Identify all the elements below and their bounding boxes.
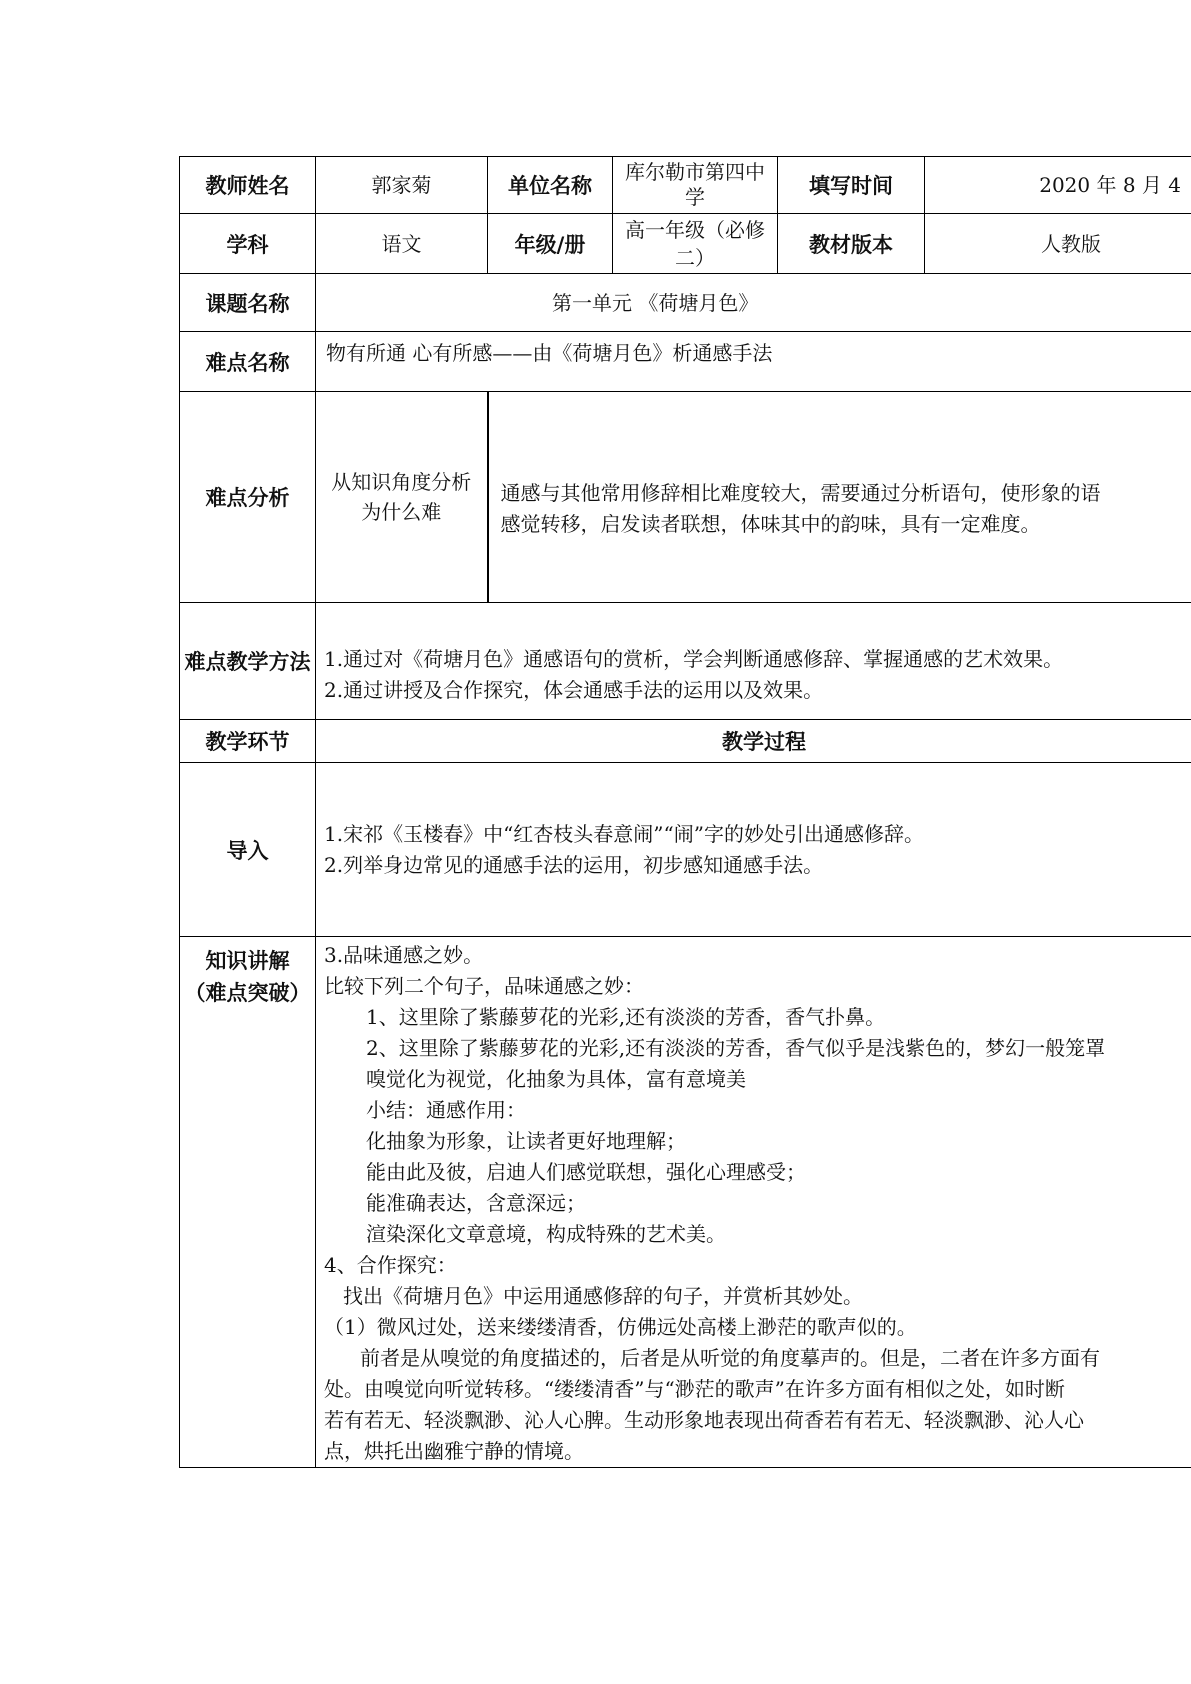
knowledge-line: 2、这里除了紫藤萝花的光彩,还有淡淡的芳香，香气似乎是浅紫色的，梦幻一般笼罩 xyxy=(366,1036,1106,1060)
analysis-sublabel xyxy=(316,392,488,603)
knowledge-line: 化抽象为形象，让读者更好地理解； xyxy=(366,1129,686,1153)
subject-label: 学科 xyxy=(180,214,316,274)
intro-label: 导入 xyxy=(180,763,316,937)
method-row xyxy=(180,603,1191,720)
unit-name-value xyxy=(613,157,778,214)
subject-value: 语文 xyxy=(316,214,488,274)
lesson-plan-table xyxy=(179,156,1191,1468)
knowledge-line: 能由此及彼，启迪人们感觉联想，强化心理感受； xyxy=(366,1160,806,1184)
knowledge-text xyxy=(316,937,1191,1468)
grade-line2: 二） xyxy=(675,245,715,270)
unit-name-line1: 库尔勒市第四中 xyxy=(625,160,765,184)
stage-header: 教学环节 xyxy=(180,720,316,763)
knowledge-label-line2: （难点突破） xyxy=(184,981,311,1005)
intro-text xyxy=(316,763,1191,937)
teacher-name-value: 郭家菊 xyxy=(316,157,488,214)
header-row-2 xyxy=(180,214,1191,274)
knowledge-line: 1、这里除了紫藤萝花的光彩,还有淡淡的芳香，香气扑鼻。 xyxy=(366,1005,886,1029)
knowledge-line: 3.品味通感之妙。 xyxy=(324,943,484,967)
process-header: 教学过程 xyxy=(316,720,1191,763)
knowledge-label xyxy=(180,937,316,1468)
difficulty-label: 难点名称 xyxy=(180,332,316,392)
intro-row xyxy=(180,763,1191,937)
topic-label: 课题名称 xyxy=(180,274,316,332)
header-row-1 xyxy=(180,157,1191,214)
difficulty-value: 物有所通 心有所感——由《荷塘月色》析通感手法 xyxy=(316,332,1191,392)
knowledge-label-line1: 知识讲解 xyxy=(205,949,290,973)
unit-name-label: 单位名称 xyxy=(488,157,613,214)
grade-label: 年级/册 xyxy=(488,214,613,274)
grade-line1: 高一年级（必修 xyxy=(625,217,765,242)
knowledge-line: 处。由嗅觉向听觉转移。“缕缕清香”与“渺茫的歌声”在许多方面有相似之处，如时断 xyxy=(324,1377,1065,1401)
fill-date-label: 填写时间 xyxy=(778,157,925,214)
knowledge-line: 能准确表达，含意深远； xyxy=(366,1191,586,1215)
knowledge-line: 渲染深化文章意境，构成特殊的艺术美。 xyxy=(366,1222,726,1246)
knowledge-line: 前者是从嗅觉的角度描述的，后者是从听觉的角度摹声的。但是，二者在许多方面有 xyxy=(360,1346,1100,1370)
edition-value: 人教版 xyxy=(925,214,1191,274)
difficulty-row xyxy=(180,332,1191,392)
method-line-2: 2.通过讲授及合作探究，体会通感手法的运用以及效果。 xyxy=(324,678,824,702)
knowledge-line: 4、合作探究： xyxy=(324,1253,457,1277)
teacher-name-label: 教师姓名 xyxy=(180,157,316,214)
knowledge-line: 若有若无、轻淡飘渺、沁人心脾。生动形象地表现出荷香若有若无、轻淡飘渺、沁人心 xyxy=(324,1408,1084,1432)
knowledge-line: 小结：通感作用： xyxy=(366,1098,526,1122)
intro-line-2: 2.列举身边常见的通感手法的运用，初步感知通感手法。 xyxy=(324,852,824,877)
analysis-line-1: 通感与其他常用修辞相比难度较大，需要通过分析语句，使形象的语 xyxy=(500,481,1101,505)
knowledge-row xyxy=(180,937,1191,1468)
unit-name-line2: 学 xyxy=(685,185,705,209)
analysis-row xyxy=(180,392,1191,603)
analysis-text xyxy=(488,392,1191,603)
knowledge-line: 点，烘托出幽雅宁静的情境。 xyxy=(324,1439,584,1463)
analysis-sublabel-line1: 从知识角度分析 xyxy=(331,470,472,494)
analysis-label: 难点分析 xyxy=(180,392,316,603)
method-label: 难点教学方法 xyxy=(180,603,316,720)
knowledge-line: 找出《荷塘月色》中运用通感修辞的句子，并赏析其妙处。 xyxy=(343,1284,863,1308)
intro-line-1: 1.宋祁《玉楼春》中“红杏枝头春意闹”“闹”字的妙处引出通感修辞。 xyxy=(324,821,924,846)
grade-value xyxy=(613,214,778,274)
process-header-row xyxy=(180,720,1191,763)
method-line-1: 1.通过对《荷塘月色》通感语句的赏析，学会判断通感修辞、掌握通感的艺术效果。 xyxy=(324,647,1064,671)
knowledge-line: （1）微风过处，送来缕缕清香，仿佛远处高楼上渺茫的歌声似的。 xyxy=(324,1315,917,1339)
knowledge-line: 比较下列二个句子，品味通感之妙： xyxy=(324,974,644,998)
edition-label: 教材版本 xyxy=(778,214,925,274)
method-text xyxy=(316,603,1191,720)
knowledge-line: 嗅觉化为视觉，化抽象为具体，富有意境美 xyxy=(366,1067,746,1091)
topic-value: 第一单元 《荷塘月色》 xyxy=(316,274,1191,332)
fill-date-value: 2020 年 8 月 4 xyxy=(925,157,1191,214)
analysis-sublabel-line2: 为什么难 xyxy=(361,500,442,524)
analysis-line-2: 感觉转移，启发读者联想，体味其中的韵味，具有一定难度。 xyxy=(500,512,1041,536)
topic-row xyxy=(180,274,1191,332)
